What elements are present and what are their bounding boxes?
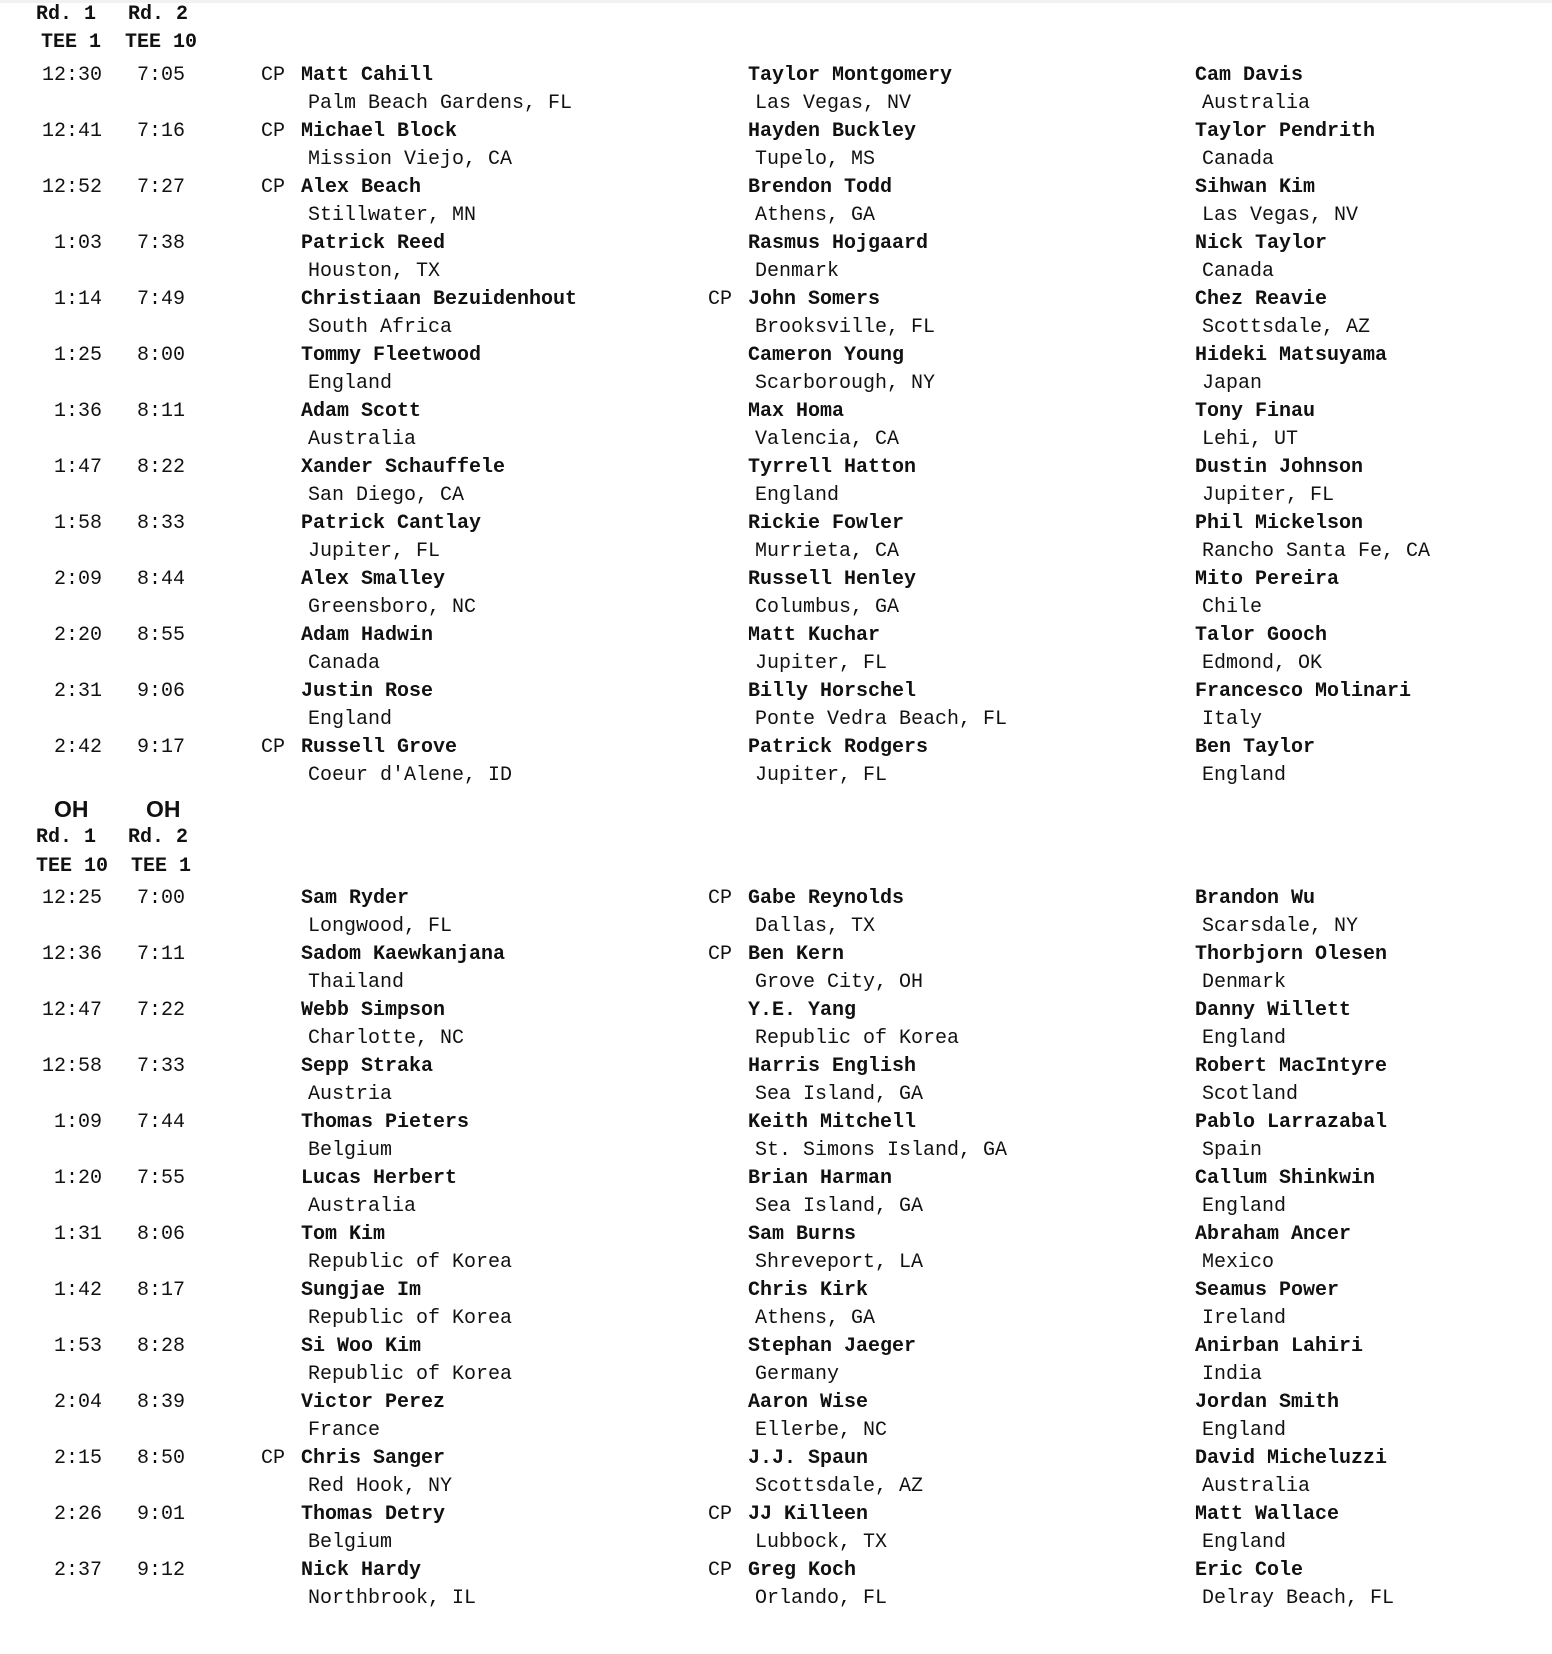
- player-hometown: Las Vegas, NV: [1202, 204, 1359, 227]
- player-hometown: Athens, GA: [755, 204, 876, 227]
- round-1-tee-time: 2:20: [53, 624, 102, 647]
- player-hometown: Mission Viejo, CA: [308, 148, 513, 171]
- round-1-tee-time: 1:14: [53, 288, 102, 311]
- player-name: Sepp Straka: [301, 1055, 434, 1078]
- player-name: Anirban Lahiri: [1195, 1335, 1364, 1358]
- round-1-header: Rd. 1: [36, 3, 97, 26]
- tee-time-group: [0, 64, 1552, 120]
- player-hometown: Tupelo, MS: [755, 148, 876, 171]
- round-1-header: Rd. 1: [36, 826, 97, 849]
- round-2-tee-time: 8:44: [137, 568, 186, 591]
- round-1-tee-time: 12:41: [41, 120, 102, 143]
- player-hometown: Australia: [308, 428, 417, 451]
- round-1-tee-time: 2:04: [53, 1391, 102, 1414]
- round-2-tee-time: 7:38: [137, 232, 186, 255]
- cp-marker: CP: [708, 887, 733, 910]
- player-name: Francesco Molinari: [1195, 680, 1412, 703]
- player-name: Webb Simpson: [301, 999, 446, 1022]
- player-hometown: England: [308, 372, 393, 395]
- round-2-tee-time: 7:16: [137, 120, 186, 143]
- player-name: Ben Taylor: [1195, 736, 1316, 759]
- player-name: Sadom Kaewkanjana: [301, 943, 506, 966]
- player-name: Nick Taylor: [1195, 232, 1328, 255]
- player-hometown: Scottsdale, AZ: [755, 1475, 924, 1498]
- round-2-tee-time: 8:50: [137, 1447, 186, 1470]
- round-2-tee-time: 7:27: [137, 176, 186, 199]
- tee-time-group: [0, 176, 1552, 232]
- player-name: Adam Scott: [301, 400, 422, 423]
- round-2-tee-time: 7:49: [137, 288, 186, 311]
- round-2-header: Rd. 2: [128, 3, 189, 26]
- player-hometown: Denmark: [755, 260, 840, 283]
- round-1-tee-time: 2:15: [53, 1447, 102, 1470]
- round-2-tee-time: 8:33: [137, 512, 186, 535]
- round-1-tee-time: 1:36: [53, 400, 102, 423]
- tee-time-group: [0, 943, 1552, 999]
- player-hometown: England: [1202, 1419, 1287, 1442]
- player-hometown: Belgium: [308, 1531, 393, 1554]
- round-1-tee-time: 1:09: [53, 1111, 102, 1134]
- round-2-tee-time: 7:33: [137, 1055, 186, 1078]
- player-hometown: Scottsdale, AZ: [1202, 316, 1371, 339]
- player-name: Brian Harman: [748, 1167, 893, 1190]
- round-2-tee-time: 7:11: [137, 943, 186, 966]
- player-hometown: Athens, GA: [755, 1307, 876, 1330]
- round-2-tee-time: 7:05: [137, 64, 186, 87]
- tee-time-group: [0, 1223, 1552, 1279]
- player-name: Greg Koch: [748, 1559, 857, 1582]
- player-name: Max Homa: [748, 400, 845, 423]
- player-hometown: Grove City, OH: [755, 971, 924, 994]
- player-name: Michael Block: [301, 120, 458, 143]
- player-name: Alex Beach: [301, 176, 422, 199]
- player-name: Taylor Pendrith: [1195, 120, 1376, 143]
- round-2-tee-time: 9:17: [137, 736, 186, 759]
- player-hometown: Delray Beach, FL: [1202, 1587, 1395, 1610]
- player-hometown: Jupiter, FL: [755, 652, 888, 675]
- player-name: Thomas Pieters: [301, 1111, 470, 1134]
- player-name: Patrick Rodgers: [748, 736, 929, 759]
- player-hometown: Australia: [308, 1195, 417, 1218]
- player-hometown: Ireland: [1202, 1307, 1287, 1330]
- player-name: Abraham Ancer: [1195, 1223, 1352, 1246]
- player-hometown: England: [1202, 1531, 1287, 1554]
- player-hometown: Las Vegas, NV: [755, 92, 912, 115]
- player-name: Alex Smalley: [301, 568, 446, 591]
- round-1-tee-time: 1:53: [53, 1335, 102, 1358]
- cp-marker: CP: [261, 64, 286, 87]
- tee-time-group: [0, 512, 1552, 568]
- round-1-tee-time: 1:25: [53, 344, 102, 367]
- player-name: Adam Hadwin: [301, 624, 434, 647]
- player-hometown: Jupiter, FL: [755, 764, 888, 787]
- player-hometown: Palm Beach Gardens, FL: [308, 92, 573, 115]
- player-hometown: Germany: [755, 1363, 840, 1386]
- tee-time-group: [0, 288, 1552, 344]
- tee-time-group: [0, 568, 1552, 624]
- round-1-tee-time: 12:25: [41, 887, 102, 910]
- player-name: Patrick Cantlay: [301, 512, 482, 535]
- player-hometown: Australia: [1202, 92, 1311, 115]
- tee-time-group: [0, 400, 1552, 456]
- player-hometown: Longwood, FL: [308, 915, 453, 938]
- round-1-tee-time: 12:47: [41, 999, 102, 1022]
- player-name: Sungjae Im: [301, 1279, 422, 1302]
- player-name: Gabe Reynolds: [748, 887, 905, 910]
- player-hometown: France: [308, 1419, 381, 1442]
- player-hometown: Dallas, TX: [755, 915, 876, 938]
- round-2-tee-header: TEE 1: [131, 855, 192, 878]
- player-hometown: Ponte Vedra Beach, FL: [755, 708, 1008, 731]
- player-hometown: Scotland: [1202, 1083, 1299, 1106]
- player-name: Sam Ryder: [301, 887, 410, 910]
- player-hometown: Austria: [308, 1083, 393, 1106]
- player-hometown: St. Simons Island, GA: [755, 1139, 1008, 1162]
- round-1-tee-time: 2:26: [53, 1503, 102, 1526]
- player-hometown: Sea Island, GA: [755, 1083, 924, 1106]
- player-name: Pablo Larrazabal: [1195, 1111, 1388, 1134]
- round-1-tee-time: 1:47: [53, 456, 102, 479]
- tee-time-group: [0, 1279, 1552, 1335]
- tee-time-group: [0, 1111, 1552, 1167]
- player-name: Mito Pereira: [1195, 568, 1340, 591]
- cp-marker: CP: [261, 176, 286, 199]
- cp-marker: CP: [708, 288, 733, 311]
- tee-time-group: [0, 1335, 1552, 1391]
- player-name: Brandon Wu: [1195, 887, 1316, 910]
- cp-marker: CP: [261, 1447, 286, 1470]
- round-1-tee-header: TEE 10: [36, 855, 109, 878]
- player-name: John Somers: [748, 288, 881, 311]
- player-hometown: Republic of Korea: [308, 1307, 513, 1330]
- player-hometown: Brooksville, FL: [755, 316, 936, 339]
- round-2-tee-header: TEE 10: [125, 31, 198, 54]
- player-name: Xander Schauffele: [301, 456, 506, 479]
- player-hometown: India: [1202, 1363, 1263, 1386]
- round-2-tee-time: 8:22: [137, 456, 186, 479]
- player-name: Jordan Smith: [1195, 1391, 1340, 1414]
- tee-time-group: [0, 680, 1552, 736]
- round-2-tee-time: 8:00: [137, 344, 186, 367]
- player-hometown: Canada: [1202, 148, 1275, 171]
- player-hometown: England: [1202, 1027, 1287, 1050]
- round-1-tee-time: 1:42: [53, 1279, 102, 1302]
- player-name: Tom Kim: [301, 1223, 386, 1246]
- tee-time-group: [0, 1391, 1552, 1447]
- player-hometown: Republic of Korea: [308, 1251, 513, 1274]
- player-hometown: Scarborough, NY: [755, 372, 936, 395]
- player-name: J.J. Spaun: [748, 1447, 869, 1470]
- round-2-header: Rd. 2: [128, 826, 189, 849]
- player-name: JJ Killeen: [748, 1503, 869, 1526]
- round-1-tee-time: 1:03: [53, 232, 102, 255]
- player-hometown: Coeur d'Alene, ID: [308, 764, 513, 787]
- round-1-tee-time: 12:36: [41, 943, 102, 966]
- player-hometown: Ellerbe, NC: [755, 1419, 888, 1442]
- player-hometown: Sea Island, GA: [755, 1195, 924, 1218]
- player-name: Stephan Jaeger: [748, 1335, 917, 1358]
- round-1-tee-time: 1:31: [53, 1223, 102, 1246]
- player-name: David Micheluzzi: [1195, 1447, 1388, 1470]
- player-hometown: Orlando, FL: [755, 1587, 888, 1610]
- round-2-tee-time: 7:44: [137, 1111, 186, 1134]
- player-name: Matt Kuchar: [748, 624, 881, 647]
- tee-time-group: [0, 999, 1552, 1055]
- player-name: Danny Willett: [1195, 999, 1352, 1022]
- player-hometown: England: [755, 484, 840, 507]
- player-hometown: Shreveport, LA: [755, 1251, 924, 1274]
- player-hometown: Australia: [1202, 1475, 1311, 1498]
- tee-time-group: [0, 344, 1552, 400]
- player-name: Rasmus Hojgaard: [748, 232, 929, 255]
- round-2-tee-time: 8:39: [137, 1391, 186, 1414]
- player-name: Tyrrell Hatton: [748, 456, 917, 479]
- tee-time-group: [0, 120, 1552, 176]
- round-2-tee-time: 9:06: [137, 680, 186, 703]
- player-name: Tony Finau: [1195, 400, 1316, 423]
- player-name: Russell Henley: [748, 568, 917, 591]
- player-hometown: Columbus, GA: [755, 596, 900, 619]
- player-name: Robert MacIntyre: [1195, 1055, 1388, 1078]
- player-name: Tommy Fleetwood: [301, 344, 482, 367]
- tee-time-group: [0, 1055, 1552, 1111]
- player-hometown: Lubbock, TX: [755, 1531, 888, 1554]
- cp-marker: CP: [261, 736, 286, 759]
- player-hometown: Mexico: [1202, 1251, 1275, 1274]
- cp-marker: CP: [261, 120, 286, 143]
- player-name: Aaron Wise: [748, 1391, 869, 1414]
- round-2-tee-time: 8:28: [137, 1335, 186, 1358]
- player-name: Ben Kern: [748, 943, 845, 966]
- player-hometown: Lehi, UT: [1202, 428, 1299, 451]
- player-name: Y.E. Yang: [748, 999, 857, 1022]
- tee-time-group: [0, 456, 1552, 512]
- tee-time-group: [0, 1167, 1552, 1223]
- round-2-tee-time: 9:12: [137, 1559, 186, 1582]
- player-name: Dustin Johnson: [1195, 456, 1364, 479]
- player-name: Eric Cole: [1195, 1559, 1304, 1582]
- round-1-tee-time: 12:58: [41, 1055, 102, 1078]
- oh-label-round-1: OH: [54, 796, 89, 822]
- tee-time-group: [0, 887, 1552, 943]
- player-name: Thomas Detry: [301, 1503, 446, 1526]
- round-2-tee-time: 8:11: [137, 400, 186, 423]
- player-name: Chris Sanger: [301, 1447, 446, 1470]
- player-hometown: Chile: [1202, 596, 1263, 619]
- player-name: Rickie Fowler: [748, 512, 905, 535]
- player-hometown: Republic of Korea: [755, 1027, 960, 1050]
- player-hometown: Thailand: [308, 971, 405, 994]
- player-name: Cam Davis: [1195, 64, 1304, 87]
- player-hometown: Canada: [308, 652, 381, 675]
- round-1-tee-time: 2:42: [53, 736, 102, 759]
- player-hometown: Denmark: [1202, 971, 1287, 994]
- page-top-border: [0, 0, 1552, 3]
- player-name: Taylor Montgomery: [748, 64, 953, 87]
- round-2-tee-time: 8:06: [137, 1223, 186, 1246]
- player-hometown: Jupiter, FL: [308, 540, 441, 563]
- player-name: Hideki Matsuyama: [1195, 344, 1388, 367]
- player-name: Nick Hardy: [301, 1559, 422, 1582]
- player-hometown: Belgium: [308, 1139, 393, 1162]
- player-hometown: England: [308, 708, 393, 731]
- round-2-tee-time: 7:55: [137, 1167, 186, 1190]
- player-hometown: Red Hook, NY: [308, 1475, 453, 1498]
- player-name: Callum Shinkwin: [1195, 1167, 1376, 1190]
- round-2-tee-time: 8:55: [137, 624, 186, 647]
- player-hometown: Greensboro, NC: [308, 596, 477, 619]
- player-hometown: England: [1202, 764, 1287, 787]
- player-hometown: Japan: [1202, 372, 1263, 395]
- player-hometown: Italy: [1202, 708, 1263, 731]
- round-1-tee-time: 2:37: [53, 1559, 102, 1582]
- player-name: Cameron Young: [748, 344, 905, 367]
- player-name: Thorbjorn Olesen: [1195, 943, 1388, 966]
- round-1-tee-time: 1:20: [53, 1167, 102, 1190]
- round-2-tee-time: 9:01: [137, 1503, 186, 1526]
- player-hometown: Canada: [1202, 260, 1275, 283]
- player-name: Lucas Herbert: [301, 1167, 458, 1190]
- player-name: Russell Grove: [301, 736, 458, 759]
- player-name: Billy Horschel: [748, 680, 917, 703]
- player-hometown: England: [1202, 1195, 1287, 1218]
- round-2-tee-time: 8:17: [137, 1279, 186, 1302]
- cp-marker: CP: [708, 1503, 733, 1526]
- player-name: Brendon Todd: [748, 176, 893, 199]
- round-1-tee-time: 2:31: [53, 680, 102, 703]
- round-1-tee-header: TEE 1: [41, 31, 102, 54]
- cp-marker: CP: [708, 1559, 733, 1582]
- player-name: Hayden Buckley: [748, 120, 917, 143]
- player-name: Victor Perez: [301, 1391, 446, 1414]
- player-hometown: South Africa: [308, 316, 453, 339]
- round-1-tee-time: 12:52: [41, 176, 102, 199]
- player-name: Keith Mitchell: [748, 1111, 917, 1134]
- player-name: Seamus Power: [1195, 1279, 1340, 1302]
- round-1-tee-time: 2:09: [53, 568, 102, 591]
- round-2-tee-time: 7:22: [137, 999, 186, 1022]
- oh-label-round-2: OH: [146, 796, 181, 822]
- player-name: Si Woo Kim: [301, 1335, 422, 1358]
- player-hometown: Rancho Santa Fe, CA: [1202, 540, 1431, 563]
- player-hometown: Stillwater, MN: [308, 204, 477, 227]
- player-name: Chez Reavie: [1195, 288, 1328, 311]
- player-name: Chris Kirk: [748, 1279, 869, 1302]
- player-hometown: Murrieta, CA: [755, 540, 900, 563]
- player-name: Justin Rose: [301, 680, 434, 703]
- player-name: Sam Burns: [748, 1223, 857, 1246]
- player-name: Sihwan Kim: [1195, 176, 1316, 199]
- player-name: Patrick Reed: [301, 232, 446, 255]
- player-name: Talor Gooch: [1195, 624, 1328, 647]
- player-hometown: Charlotte, NC: [308, 1027, 465, 1050]
- round-1-tee-time: 1:58: [53, 512, 102, 535]
- player-hometown: Houston, TX: [308, 260, 441, 283]
- player-name: Harris English: [748, 1055, 917, 1078]
- tee-time-group: [0, 232, 1552, 288]
- round-1-tee-time: 12:30: [41, 64, 102, 87]
- player-hometown: Jupiter, FL: [1202, 484, 1335, 507]
- player-hometown: Scarsdale, NY: [1202, 915, 1359, 938]
- player-hometown: Valencia, CA: [755, 428, 900, 451]
- player-hometown: Spain: [1202, 1139, 1263, 1162]
- player-name: Matt Wallace: [1195, 1503, 1340, 1526]
- player-name: Matt Cahill: [301, 64, 434, 87]
- tee-time-group: [0, 1559, 1552, 1615]
- tee-time-group: [0, 1503, 1552, 1559]
- tee-time-group: [0, 736, 1552, 792]
- player-hometown: Edmond, OK: [1202, 652, 1323, 675]
- cp-marker: CP: [708, 943, 733, 966]
- player-hometown: Northbrook, IL: [308, 1587, 477, 1610]
- player-hometown: Republic of Korea: [308, 1363, 513, 1386]
- player-name: Christiaan Bezuidenhout: [301, 288, 578, 311]
- round-2-tee-time: 7:00: [137, 887, 186, 910]
- tee-time-group: [0, 1447, 1552, 1503]
- player-name: Phil Mickelson: [1195, 512, 1364, 535]
- tee-time-group: [0, 624, 1552, 680]
- player-hometown: San Diego, CA: [308, 484, 465, 507]
